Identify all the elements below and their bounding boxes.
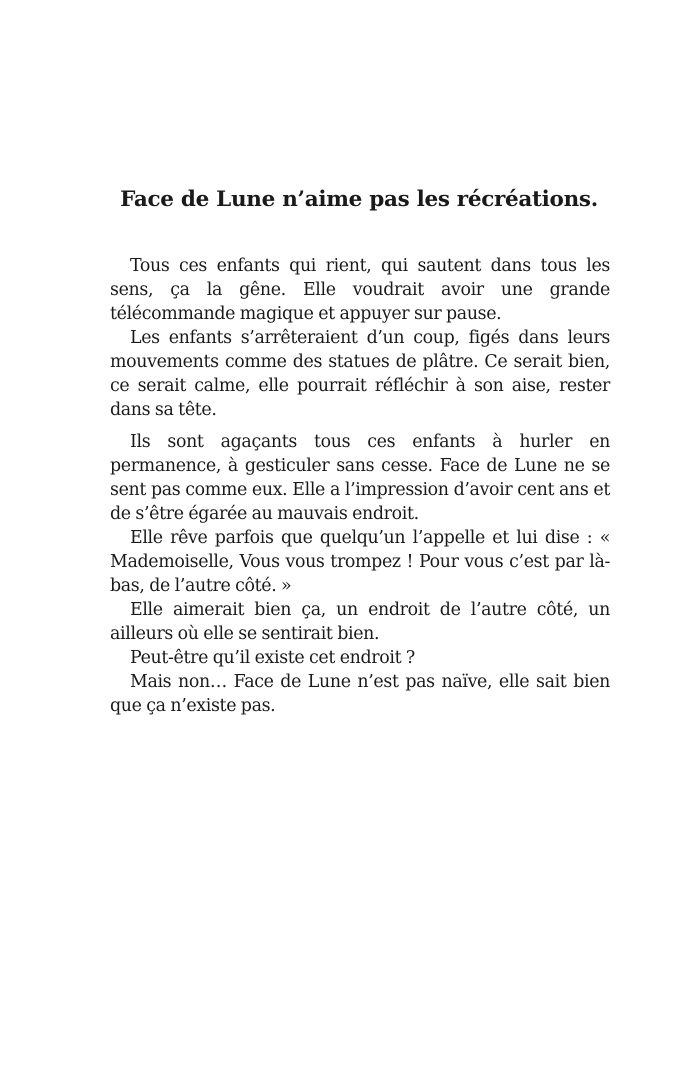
chapter-body	[110, 254, 610, 718]
paragraph: Les enfants s’arrêteraient d’un coup, figés dans leurs mouvements comme des statues de plâtre. Ce serait bien, ce serait calme, elle pourrait réfléchir à son aise, rester dans sa tête.	[110, 328, 610, 420]
paragraph: Ils sont agaçants tous ces enfants à hurler en permanence, à gesticuler sans cesse. Face de Lune ne se sent pas comme eux. Elle a l’impression d’avoir cent ans et de s’être égarée au mauvais endroit.	[110, 432, 610, 524]
book-page	[110, 183, 610, 718]
paragraph: Elle aimerait bien ça, un endroit de l’autre côté, un ailleurs où elle se sentirait bien.	[110, 600, 610, 644]
paragraph: Elle rêve parfois que quelqu’un l’appelle et lui dise : « Mademoiselle, Vous vous trompez ! Pour vous c’est par là-bas, de l’autre côté. »	[110, 528, 610, 596]
paragraph: Peut-être qu’il existe cet endroit ?	[130, 648, 415, 668]
text-section-1	[110, 254, 610, 422]
paragraph: Tous ces enfants qui rient, qui sautent dans tous les sens, ça la gêne. Elle voudrait avoir une grande télécommande magique et appuyer sur pause.	[110, 256, 610, 324]
paragraph: Mais non… Face de Lune n’est pas naïve, elle sait bien que ça n’existe pas.	[110, 672, 610, 716]
text-section-2	[110, 430, 610, 718]
chapter-title: Face de Lune n’aime pas les récréations.	[120, 187, 598, 212]
